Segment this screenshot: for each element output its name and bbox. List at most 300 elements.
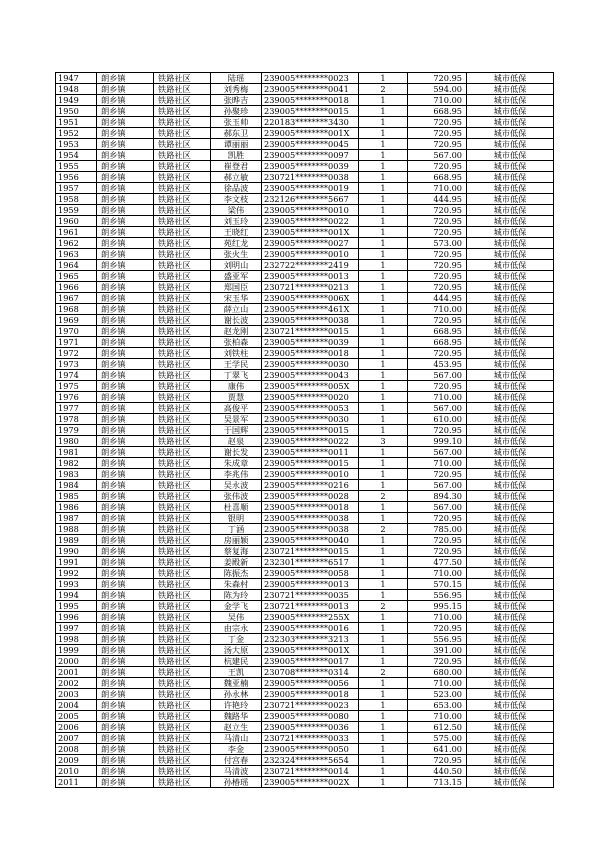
- id-number-cell: 239005********0056: [262, 678, 359, 689]
- row-number-cell: 1994: [56, 590, 97, 601]
- category-cell: 城市低保: [467, 568, 554, 579]
- town-cell: 朗乡镇: [97, 337, 154, 348]
- town-cell: 朗乡镇: [97, 282, 154, 293]
- category-cell: 城市低保: [467, 777, 554, 788]
- community-cell: 铁路社区: [154, 337, 211, 348]
- id-number-cell: 230721********0033: [262, 733, 359, 744]
- community-cell: 铁路社区: [154, 590, 211, 601]
- id-number-cell: 239005********0041: [262, 84, 359, 95]
- category-cell: 城市低保: [467, 634, 554, 645]
- row-number-cell: 1951: [56, 117, 97, 128]
- household-size-cell: 1: [359, 755, 408, 766]
- row-number-cell: 1960: [56, 216, 97, 227]
- category-cell: 城市低保: [467, 337, 554, 348]
- household-size-cell: 1: [359, 106, 408, 117]
- household-size-cell: 1: [359, 557, 408, 568]
- category-cell: 城市低保: [467, 590, 554, 601]
- id-number-cell: 239005********461X: [262, 304, 359, 315]
- row-number-cell: 1971: [56, 337, 97, 348]
- name-cell: 于国辉: [211, 425, 262, 436]
- row-number-cell: 1999: [56, 645, 97, 656]
- community-cell: 铁路社区: [154, 733, 211, 744]
- amount-cell: 720.95: [408, 348, 467, 359]
- name-cell: 由宗永: [211, 623, 262, 634]
- community-cell: 铁路社区: [154, 502, 211, 513]
- name-cell: 陈为玲: [211, 590, 262, 601]
- household-size-cell: 1: [359, 469, 408, 480]
- town-cell: 朗乡镇: [97, 447, 154, 458]
- amount-cell: 668.95: [408, 172, 467, 183]
- row-number-cell: 1965: [56, 271, 97, 282]
- community-cell: 铁路社区: [154, 238, 211, 249]
- row-number-cell: 1989: [56, 535, 97, 546]
- table-row: [56, 227, 554, 238]
- name-cell: 蔡复海: [211, 546, 262, 557]
- amount-cell: 567.00: [408, 502, 467, 513]
- town-cell: 朗乡镇: [97, 381, 154, 392]
- town-cell: 朗乡镇: [97, 491, 154, 502]
- table-row: [56, 469, 554, 480]
- town-cell: 朗乡镇: [97, 612, 154, 623]
- name-cell: 谭丽丽: [211, 139, 262, 150]
- name-cell: 杭建民: [211, 656, 262, 667]
- community-cell: 铁路社区: [154, 546, 211, 557]
- table-row: [56, 150, 554, 161]
- name-cell: 丁翠飞: [211, 370, 262, 381]
- table-row: [56, 95, 554, 106]
- name-cell: 谢长发: [211, 447, 262, 458]
- name-cell: 谢长波: [211, 315, 262, 326]
- name-cell: 赵龙刚: [211, 326, 262, 337]
- community-cell: 铁路社区: [154, 634, 211, 645]
- category-cell: 城市低保: [467, 392, 554, 403]
- household-size-cell: 1: [359, 117, 408, 128]
- household-size-cell: 1: [359, 766, 408, 777]
- id-number-cell: 239005********0039: [262, 337, 359, 348]
- town-cell: 朗乡镇: [97, 392, 154, 403]
- town-cell: 朗乡镇: [97, 524, 154, 535]
- id-number-cell: 232722********2419: [262, 260, 359, 271]
- name-cell: 汤大原: [211, 645, 262, 656]
- household-size-cell: 1: [359, 282, 408, 293]
- household-size-cell: 1: [359, 546, 408, 557]
- amount-cell: 523.00: [408, 689, 467, 700]
- id-number-cell: 239005********255X: [262, 612, 359, 623]
- town-cell: 朗乡镇: [97, 359, 154, 370]
- name-cell: 朱森村: [211, 579, 262, 590]
- name-cell: 吴永波: [211, 480, 262, 491]
- community-cell: 铁路社区: [154, 392, 211, 403]
- town-cell: 朗乡镇: [97, 194, 154, 205]
- household-size-cell: 1: [359, 689, 408, 700]
- name-cell: 刘秀梅: [211, 84, 262, 95]
- household-size-cell: 2: [359, 491, 408, 502]
- id-number-cell: 239005********0015: [262, 425, 359, 436]
- row-number-cell: 2001: [56, 667, 97, 678]
- name-cell: 张伟波: [211, 491, 262, 502]
- category-cell: 城市低保: [467, 513, 554, 524]
- id-number-cell: 239005********0013: [262, 271, 359, 282]
- town-cell: 朗乡镇: [97, 535, 154, 546]
- id-number-cell: 239005********0050: [262, 744, 359, 755]
- row-number-cell: 1968: [56, 304, 97, 315]
- name-cell: 徐品波: [211, 183, 262, 194]
- name-cell: 赵立生: [211, 722, 262, 733]
- community-cell: 铁路社区: [154, 381, 211, 392]
- id-number-cell: 239005********0015: [262, 106, 359, 117]
- household-size-cell: 3: [359, 436, 408, 447]
- row-number-cell: 2011: [56, 777, 97, 788]
- id-number-cell: 239005********002X: [262, 777, 359, 788]
- table-row: [56, 304, 554, 315]
- household-size-cell: 1: [359, 326, 408, 337]
- name-cell: 王学民: [211, 359, 262, 370]
- row-number-cell: 1998: [56, 634, 97, 645]
- table-row: [56, 117, 554, 128]
- table-row: [56, 546, 554, 557]
- amount-cell: 594.00: [408, 84, 467, 95]
- id-number-cell: 232324********5654: [262, 755, 359, 766]
- row-number-cell: 1973: [56, 359, 97, 370]
- id-number-cell: 239005********005X: [262, 381, 359, 392]
- category-cell: 城市低保: [467, 601, 554, 612]
- amount-cell: 720.95: [408, 227, 467, 238]
- table-row: [56, 590, 554, 601]
- allowance-table: [55, 72, 554, 788]
- amount-cell: 440.50: [408, 766, 467, 777]
- table-row: [56, 623, 554, 634]
- id-number-cell: 239005********0017: [262, 656, 359, 667]
- table-row: [56, 249, 554, 260]
- row-number-cell: 1988: [56, 524, 97, 535]
- row-number-cell: 1997: [56, 623, 97, 634]
- amount-cell: 720.95: [408, 755, 467, 766]
- id-number-cell: 239005********0040: [262, 535, 359, 546]
- community-cell: 铁路社区: [154, 227, 211, 238]
- community-cell: 铁路社区: [154, 304, 211, 315]
- id-number-cell: 220183********3430: [262, 117, 359, 128]
- id-number-cell: 239005********0013: [262, 579, 359, 590]
- community-cell: 铁路社区: [154, 106, 211, 117]
- table-row: [56, 557, 554, 568]
- table-row: [56, 183, 554, 194]
- name-cell: 陆瑶: [211, 73, 262, 84]
- community-cell: 铁路社区: [154, 249, 211, 260]
- community-cell: 铁路社区: [154, 656, 211, 667]
- name-cell: 马清波: [211, 766, 262, 777]
- town-cell: 朗乡镇: [97, 106, 154, 117]
- name-cell: 李文枝: [211, 194, 262, 205]
- amount-cell: 710.00: [408, 183, 467, 194]
- household-size-cell: 1: [359, 194, 408, 205]
- row-number-cell: 1956: [56, 172, 97, 183]
- amount-cell: 720.95: [408, 623, 467, 634]
- household-size-cell: 1: [359, 458, 408, 469]
- town-cell: 朗乡镇: [97, 128, 154, 139]
- amount-cell: 720.95: [408, 546, 467, 557]
- name-cell: 丁金: [211, 634, 262, 645]
- table-row: [56, 392, 554, 403]
- community-cell: 铁路社区: [154, 722, 211, 733]
- town-cell: 朗乡镇: [97, 568, 154, 579]
- id-number-cell: 239005********0097: [262, 150, 359, 161]
- name-cell: 郑国臣: [211, 282, 262, 293]
- row-number-cell: 2009: [56, 755, 97, 766]
- name-cell: 郝立敏: [211, 172, 262, 183]
- amount-cell: 567.00: [408, 150, 467, 161]
- table-row: [56, 568, 554, 579]
- name-cell: 魏亚楠: [211, 678, 262, 689]
- row-number-cell: 1957: [56, 183, 97, 194]
- town-cell: 朗乡镇: [97, 227, 154, 238]
- community-cell: 铁路社区: [154, 755, 211, 766]
- table-row: [56, 667, 554, 678]
- name-cell: 金学飞: [211, 601, 262, 612]
- community-cell: 铁路社区: [154, 678, 211, 689]
- row-number-cell: 2006: [56, 722, 97, 733]
- community-cell: 铁路社区: [154, 458, 211, 469]
- household-size-cell: 1: [359, 260, 408, 271]
- community-cell: 铁路社区: [154, 667, 211, 678]
- name-cell: 魏路华: [211, 711, 262, 722]
- table-row: [56, 711, 554, 722]
- category-cell: 城市低保: [467, 700, 554, 711]
- community-cell: 铁路社区: [154, 513, 211, 524]
- table-row: [56, 480, 554, 491]
- amount-cell: 444.95: [408, 293, 467, 304]
- id-number-cell: 232301********6517: [262, 557, 359, 568]
- town-cell: 朗乡镇: [97, 689, 154, 700]
- amount-cell: 720.95: [408, 513, 467, 524]
- table-row: [56, 139, 554, 150]
- category-cell: 城市低保: [467, 557, 554, 568]
- community-cell: 铁路社区: [154, 524, 211, 535]
- community-cell: 铁路社区: [154, 326, 211, 337]
- name-cell: 王晓红: [211, 227, 262, 238]
- row-number-cell: 1961: [56, 227, 97, 238]
- category-cell: 城市低保: [467, 293, 554, 304]
- table-row: [56, 238, 554, 249]
- community-cell: 铁路社区: [154, 183, 211, 194]
- household-size-cell: 1: [359, 700, 408, 711]
- name-cell: 凯胜: [211, 150, 262, 161]
- row-number-cell: 1985: [56, 491, 97, 502]
- household-size-cell: 1: [359, 744, 408, 755]
- category-cell: 城市低保: [467, 271, 554, 282]
- household-size-cell: 1: [359, 711, 408, 722]
- community-cell: 铁路社区: [154, 744, 211, 755]
- town-cell: 朗乡镇: [97, 84, 154, 95]
- row-number-cell: 1950: [56, 106, 97, 117]
- category-cell: 城市低保: [467, 645, 554, 656]
- town-cell: 朗乡镇: [97, 711, 154, 722]
- community-cell: 铁路社区: [154, 469, 211, 480]
- id-number-cell: 239005********0216: [262, 480, 359, 491]
- id-number-cell: 239005********0080: [262, 711, 359, 722]
- community-cell: 铁路社区: [154, 436, 211, 447]
- row-number-cell: 1975: [56, 381, 97, 392]
- table-row: [56, 777, 554, 788]
- town-cell: 朗乡镇: [97, 645, 154, 656]
- household-size-cell: 1: [359, 227, 408, 238]
- table-row: [56, 689, 554, 700]
- table-row: [56, 425, 554, 436]
- name-cell: 陈振杰: [211, 568, 262, 579]
- amount-cell: 567.00: [408, 447, 467, 458]
- household-size-cell: 1: [359, 645, 408, 656]
- name-cell: 李兆伟: [211, 469, 262, 480]
- category-cell: 城市低保: [467, 172, 554, 183]
- row-number-cell: 1954: [56, 150, 97, 161]
- name-cell: 吴伟: [211, 612, 262, 623]
- category-cell: 城市低保: [467, 546, 554, 557]
- amount-cell: 710.00: [408, 392, 467, 403]
- row-number-cell: 2007: [56, 733, 97, 744]
- table-row: [56, 282, 554, 293]
- table-row: [56, 161, 554, 172]
- town-cell: 朗乡镇: [97, 205, 154, 216]
- category-cell: 城市低保: [467, 480, 554, 491]
- community-cell: 铁路社区: [154, 568, 211, 579]
- id-number-cell: 239005********001X: [262, 227, 359, 238]
- town-cell: 朗乡镇: [97, 260, 154, 271]
- category-cell: 城市低保: [467, 381, 554, 392]
- row-number-cell: 1949: [56, 95, 97, 106]
- id-number-cell: 230721********0035: [262, 590, 359, 601]
- town-cell: 朗乡镇: [97, 161, 154, 172]
- amount-cell: 720.95: [408, 271, 467, 282]
- row-number-cell: 1976: [56, 392, 97, 403]
- category-cell: 城市低保: [467, 612, 554, 623]
- table-row: [56, 315, 554, 326]
- row-number-cell: 1992: [56, 568, 97, 579]
- row-number-cell: 1990: [56, 546, 97, 557]
- category-cell: 城市低保: [467, 359, 554, 370]
- community-cell: 铁路社区: [154, 645, 211, 656]
- town-cell: 朗乡镇: [97, 172, 154, 183]
- town-cell: 朗乡镇: [97, 414, 154, 425]
- amount-cell: 720.95: [408, 73, 467, 84]
- row-number-cell: 2010: [56, 766, 97, 777]
- household-size-cell: 1: [359, 216, 408, 227]
- household-size-cell: 1: [359, 359, 408, 370]
- row-number-cell: 1966: [56, 282, 97, 293]
- table-row: [56, 271, 554, 282]
- name-cell: 许艳玲: [211, 700, 262, 711]
- id-number-cell: 232126********5667: [262, 194, 359, 205]
- table-row: [56, 106, 554, 117]
- row-number-cell: 2000: [56, 656, 97, 667]
- category-cell: 城市低保: [467, 216, 554, 227]
- amount-cell: 720.95: [408, 216, 467, 227]
- row-number-cell: 1982: [56, 458, 97, 469]
- id-number-cell: 239005********0030: [262, 414, 359, 425]
- community-cell: 铁路社区: [154, 700, 211, 711]
- category-cell: 城市低保: [467, 315, 554, 326]
- household-size-cell: 1: [359, 271, 408, 282]
- amount-cell: 995.15: [408, 601, 467, 612]
- town-cell: 朗乡镇: [97, 733, 154, 744]
- category-cell: 城市低保: [467, 733, 554, 744]
- row-number-cell: 1981: [56, 447, 97, 458]
- category-cell: 城市低保: [467, 238, 554, 249]
- household-size-cell: 1: [359, 249, 408, 260]
- community-cell: 铁路社区: [154, 84, 211, 95]
- household-size-cell: 1: [359, 777, 408, 788]
- category-cell: 城市低保: [467, 95, 554, 106]
- name-cell: 康伟: [211, 381, 262, 392]
- community-cell: 铁路社区: [154, 766, 211, 777]
- name-cell: 梁伟: [211, 205, 262, 216]
- row-number-cell: 2004: [56, 700, 97, 711]
- table-row: [56, 326, 554, 337]
- table-body: [56, 73, 554, 788]
- name-cell: 刘明山: [211, 260, 262, 271]
- id-number-cell: 239005********0058: [262, 568, 359, 579]
- community-cell: 铁路社区: [154, 117, 211, 128]
- household-size-cell: 1: [359, 73, 408, 84]
- name-cell: 盛亚军: [211, 271, 262, 282]
- table-row: [56, 194, 554, 205]
- row-number-cell: 2002: [56, 678, 97, 689]
- town-cell: 朗乡镇: [97, 326, 154, 337]
- household-size-cell: 1: [359, 293, 408, 304]
- town-cell: 朗乡镇: [97, 469, 154, 480]
- amount-cell: 720.95: [408, 128, 467, 139]
- category-cell: 城市低保: [467, 84, 554, 95]
- row-number-cell: 1970: [56, 326, 97, 337]
- household-size-cell: 1: [359, 183, 408, 194]
- name-cell: 朱成章: [211, 458, 262, 469]
- household-size-cell: 1: [359, 480, 408, 491]
- community-cell: 铁路社区: [154, 161, 211, 172]
- category-cell: 城市低保: [467, 579, 554, 590]
- amount-cell: 720.95: [408, 260, 467, 271]
- category-cell: 城市低保: [467, 403, 554, 414]
- household-size-cell: 1: [359, 513, 408, 524]
- community-cell: 铁路社区: [154, 370, 211, 381]
- row-number-cell: 1980: [56, 436, 97, 447]
- id-number-cell: 239005********0022: [262, 436, 359, 447]
- id-number-cell: 239005********0018: [262, 348, 359, 359]
- table-row: [56, 700, 554, 711]
- name-cell: 宋玉华: [211, 293, 262, 304]
- household-size-cell: 1: [359, 425, 408, 436]
- category-cell: 城市低保: [467, 447, 554, 458]
- amount-cell: 477.50: [408, 557, 467, 568]
- town-cell: 朗乡镇: [97, 95, 154, 106]
- community-cell: 铁路社区: [154, 348, 211, 359]
- amount-cell: 570.15: [408, 579, 467, 590]
- household-size-cell: 1: [359, 623, 408, 634]
- amount-cell: 612.50: [408, 722, 467, 733]
- name-cell: 薛立山: [211, 304, 262, 315]
- id-number-cell: 230721********0013: [262, 601, 359, 612]
- category-cell: 城市低保: [467, 260, 554, 271]
- name-cell: 刘铁柱: [211, 348, 262, 359]
- amount-cell: 785.00: [408, 524, 467, 535]
- town-cell: 朗乡镇: [97, 667, 154, 678]
- name-cell: 付宫春: [211, 755, 262, 766]
- table-row: [56, 73, 554, 84]
- table-row: [56, 513, 554, 524]
- amount-cell: 894.30: [408, 491, 467, 502]
- table-row: [56, 359, 554, 370]
- table-row: [56, 722, 554, 733]
- table-row: [56, 370, 554, 381]
- town-cell: 朗乡镇: [97, 557, 154, 568]
- id-number-cell: 239005********0011: [262, 447, 359, 458]
